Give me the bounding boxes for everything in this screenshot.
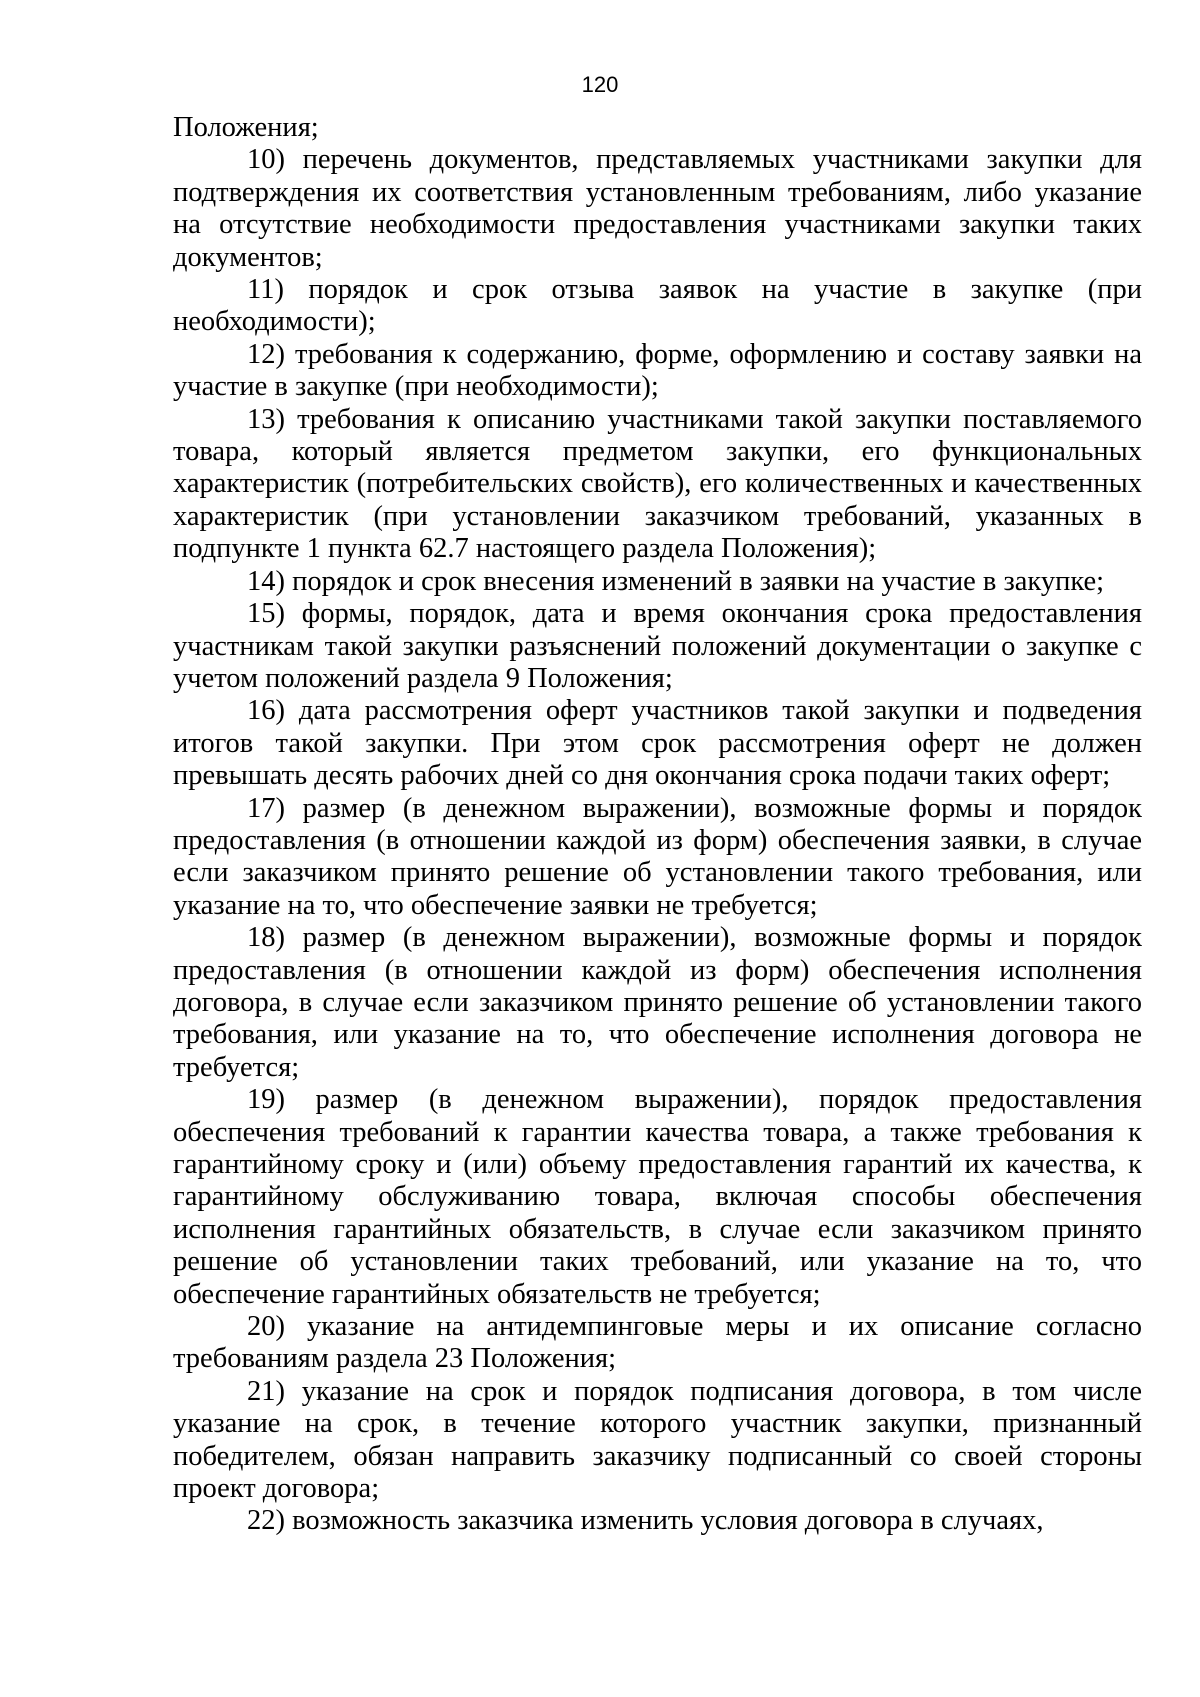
list-item-17: 17) размер (в денежном выражении), возможные формы и порядок предоставления (в отношении каждой из форм) обеспечения заявки, в случае если заказчиком принято решение об установлении такого требования, или указание на то, что обеспечение заявки не требуется; bbox=[173, 792, 1142, 921]
list-item-16: 16) дата рассмотрения оферт участников такой закупки и подведения итогов такой закупки. При этом срок рассмотрения оферт не должен превышать десять рабочих дней со дня окончания срока подачи таких оферт; bbox=[173, 695, 1142, 792]
list-item-18: 18) размер (в денежном выражении), возможные формы и порядок предоставления (в отношении каждой из форм) обеспечения исполнения договора, в случае если заказчиком принято решение об установлении такого требования, или указание на то, что обеспечение исполнения договора не требуется; bbox=[173, 922, 1142, 1083]
page-number: 120 bbox=[581, 72, 619, 97]
list-item-12: 12) требования к содержанию, форме, оформлению и составу заявки на участие в закупке (при необходимости); bbox=[173, 338, 1142, 403]
list-item-14: 14) порядок и срок внесения изменений в заявки на участие в закупке; bbox=[247, 565, 1105, 597]
list-item-11: 11) порядок и срок отзыва заявок на участие в закупке (при необходимости); bbox=[173, 274, 1142, 338]
list-item-21: 21) указание на срок и порядок подписания договора, в том числе указание на срок, в течение которого участник закупки, признанный победителем, обязан направить заказчику подписанный со своей стороны проект договора; bbox=[173, 1375, 1142, 1505]
list-item-22: 22) возможность заказчика изменить условия договора в случаях, bbox=[247, 1505, 1044, 1537]
list-item-10: 10) перечень документов, представляемых участниками закупки для подтверждения их соответствия установленным требованиям, либо указание на отсутствие необходимости предоставления участниками закупки таких документов; bbox=[173, 144, 1142, 273]
list-item-13: 13) требования к описанию участниками такой закупки поставляемого товара, который является предметом закупки, его функциональных характеристик (потребительских свойств), его количественных и качественных характеристик (при установлении заказчиком требований, указанных в подпункте 1 пункта 62.7 настоящего раздела Положения); bbox=[173, 403, 1142, 565]
paragraph-continuation: Положения; bbox=[173, 112, 319, 143]
document-body bbox=[173, 112, 1142, 1538]
list-item-15: 15) формы, порядок, дата и время окончания срока предоставления участникам такой закупки разъяснений положений документации о закупке с учетом положений раздела 9 Положения; bbox=[173, 598, 1142, 694]
list-item-20: 20) указание на антидемпинговые меры и их описание согласно требованиям раздела 23 Положения; bbox=[173, 1311, 1142, 1375]
list-item-19: 19) размер (в денежном выражении), порядок предоставления обеспечения требований к гарантии качества товара, а также требования к гарантийному сроку и (или) объему предоставления гарантий их качества, к гарантийному обслуживанию товара, включая способы обеспечения исполнения гарантийных обязательств, в случае если заказчиком принято решение об установлении таких требований, или указание на то, что обеспечение гарантийных обязательств не требуется; bbox=[173, 1084, 1142, 1310]
